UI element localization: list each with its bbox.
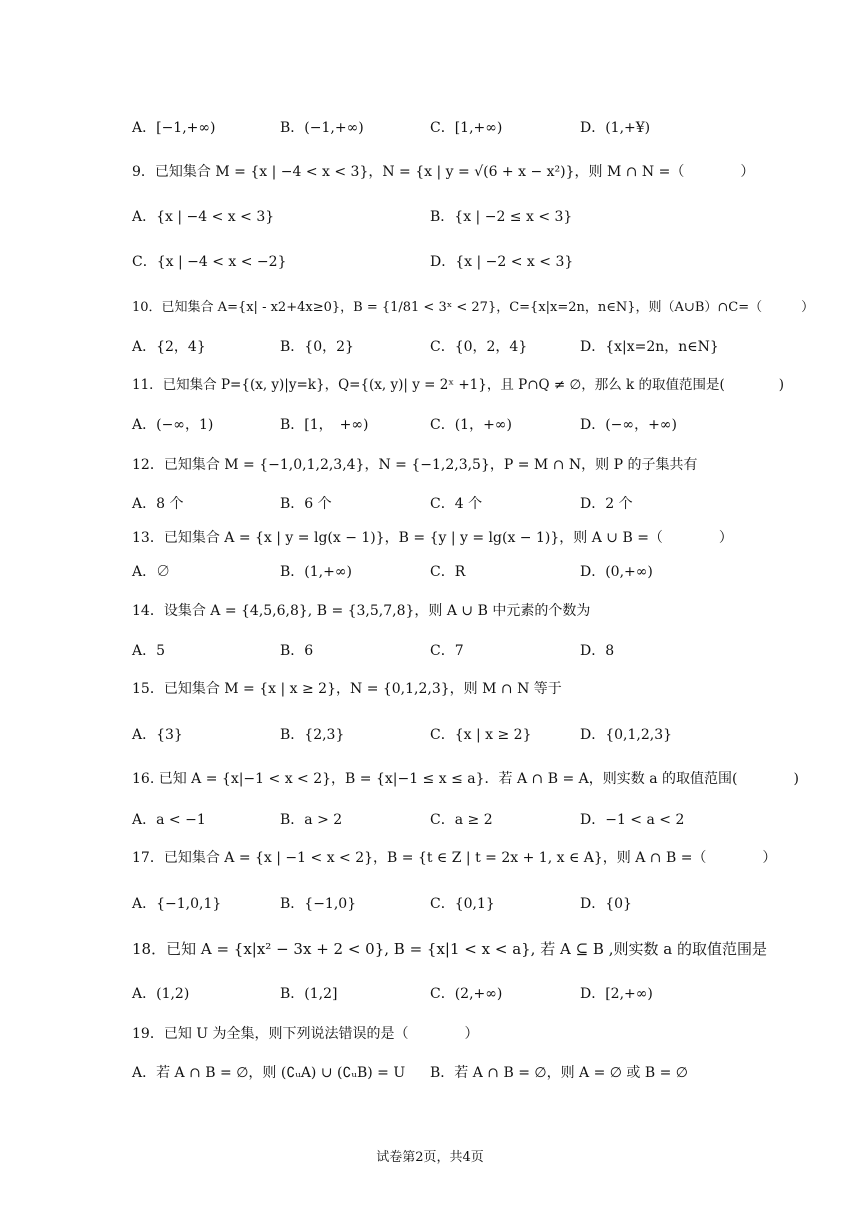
q11-option-a: A．(−∞，1) — [132, 417, 214, 433]
q18-option-a: A．(1,2) — [132, 986, 190, 1002]
q11-option-c: C．(1，+∞) — [430, 417, 512, 433]
q13-stem: 13．已知集合 A = {x | y = lg(x − 1)}，B = {y | y = lg(x − 1)}，则 A ∪ B =（ ） — [132, 530, 733, 546]
q8-option-a: A．[−1,+∞) — [132, 120, 216, 136]
q10-stem: 10．已知集合 A={x| - x2+4x≥0}，B = {1/81 < 3ˣ < 27}，C={x|x=2n，n∈N}，则（A∪B）∩C=（ ） — [132, 300, 815, 315]
page-footer: 试卷第2页，共4页 — [376, 1150, 484, 1165]
q15-option-b: B．{2,3} — [280, 727, 345, 743]
q9-option-c: C．{x | −4 < x < −2} — [132, 254, 287, 270]
q15-option-a: A．{3} — [132, 727, 183, 743]
q12-option-d: D．2 个 — [580, 496, 633, 512]
q15-option-d: D．{0,1,2,3} — [580, 727, 673, 743]
q14-option-c: C．7 — [430, 643, 464, 659]
q18-option-c: C．(2,+∞) — [430, 986, 503, 1002]
q17-option-b: B．{−1,0} — [280, 896, 357, 912]
q10-option-d: D．{x|x=2n，n∈N} — [580, 339, 719, 355]
q19-option-b: B．若 A ∩ B = ∅，则 A = ∅ 或 B = ∅ — [430, 1065, 688, 1081]
q18-option-b: B．(1,2] — [280, 986, 338, 1002]
q13-option-d: D．(0,+∞) — [580, 564, 653, 580]
q16-option-c: C．a ≥ 2 — [430, 812, 493, 828]
q19-option-a: A．若 A ∩ B = ∅，则 (∁ᵤA) ∪ (∁ᵤB) = U — [132, 1065, 406, 1081]
q15-stem: 15．已知集合 M = {x | x ≥ 2}，N = {0,1,2,3}，则 M ∩ N 等于 — [132, 681, 562, 697]
q10-option-b: B．{0，2} — [280, 339, 354, 355]
q15-option-c: C．{x | x ≥ 2} — [430, 727, 532, 743]
q10-option-a: A．{2，4} — [132, 339, 206, 355]
q9-option-b: B．{x | −2 ≤ x < 3} — [430, 209, 573, 225]
q12-option-a: A．8 个 — [132, 496, 184, 512]
q12-option-b: B．6 个 — [280, 496, 332, 512]
q17-option-d: D．{0} — [580, 896, 632, 912]
q16-option-a: A．a < −1 — [132, 812, 206, 828]
q13-option-c: C．R — [430, 564, 466, 580]
q9-stem: 9．已知集合 M = {x | −4 < x < 3}，N = {x | y = √(6 + x − x²)}，则 M ∩ N =（ ） — [132, 164, 755, 180]
q14-stem: 14．设集合 A = {4,5,6,8}, B = {3,5,7,8}，则 A ∪ B 中元素的个数为 — [132, 603, 591, 619]
q13-option-a: A．∅ — [132, 564, 171, 580]
q17-option-c: C．{0,1} — [430, 896, 495, 912]
q14-option-a: A．5 — [132, 643, 166, 659]
q16-stem: 16. 已知 A = {x|−1 < x < 2}，B = {x|−1 ≤ x ≤ a}．若 A ∩ B = A，则实数 a 的取值范围( ) — [132, 771, 799, 787]
q18-option-d: D．[2,+∞) — [580, 986, 653, 1002]
q10-option-c: C．{0，2，4} — [430, 339, 528, 355]
q9-option-d: D．{x | −2 < x < 3} — [430, 254, 574, 270]
q12-option-c: C．4 个 — [430, 496, 483, 512]
q17-option-a: A．{−1,0,1} — [132, 896, 222, 912]
q11-option-b: B．[1， +∞) — [280, 417, 369, 433]
q16-option-d: D．−1 < a < 2 — [580, 812, 685, 828]
q8-option-b: B．(−1,+∞) — [280, 120, 364, 136]
q12-stem: 12．已知集合 M = {−1,0,1,2,3,4}，N = {−1,2,3,5}，P = M ∩ N，则 P 的子集共有 — [132, 457, 698, 473]
q14-option-b: B．6 — [280, 643, 314, 659]
q9-option-a: A．{x | −4 < x < 3} — [132, 209, 275, 225]
q8-option-d: D．(1,+¥) — [580, 120, 651, 136]
q17-stem: 17．已知集合 A = {x | −1 < x < 2}，B = {t ∈ Z | t = 2x + 1, x ∈ A}，则 A ∩ B =（ ） — [132, 850, 777, 866]
q8-option-c: C．[1,+∞) — [430, 120, 503, 136]
q11-stem: 11．已知集合 P={(x, y)|y=k}，Q={(x, y)| y = 2ˣ +1}，且 P∩Q ≠ ∅，那么 k 的取值范围是( ) — [132, 377, 785, 393]
q19-stem: 19．已知 U 为全集，则下列说法错误的是（ ） — [132, 1026, 479, 1042]
q11-option-d: D．(−∞，+∞) — [580, 417, 677, 433]
q13-option-b: B．(1,+∞) — [280, 564, 352, 580]
q14-option-d: D．8 — [580, 643, 615, 659]
q18-stem: 18．已知 A = {x|x² − 3x + 2 < 0}, B = {x|1 < x < a}, 若 A ⊆ B ,则实数 a 的取值范围是 — [132, 940, 767, 958]
q16-option-b: B．a > 2 — [280, 812, 343, 828]
